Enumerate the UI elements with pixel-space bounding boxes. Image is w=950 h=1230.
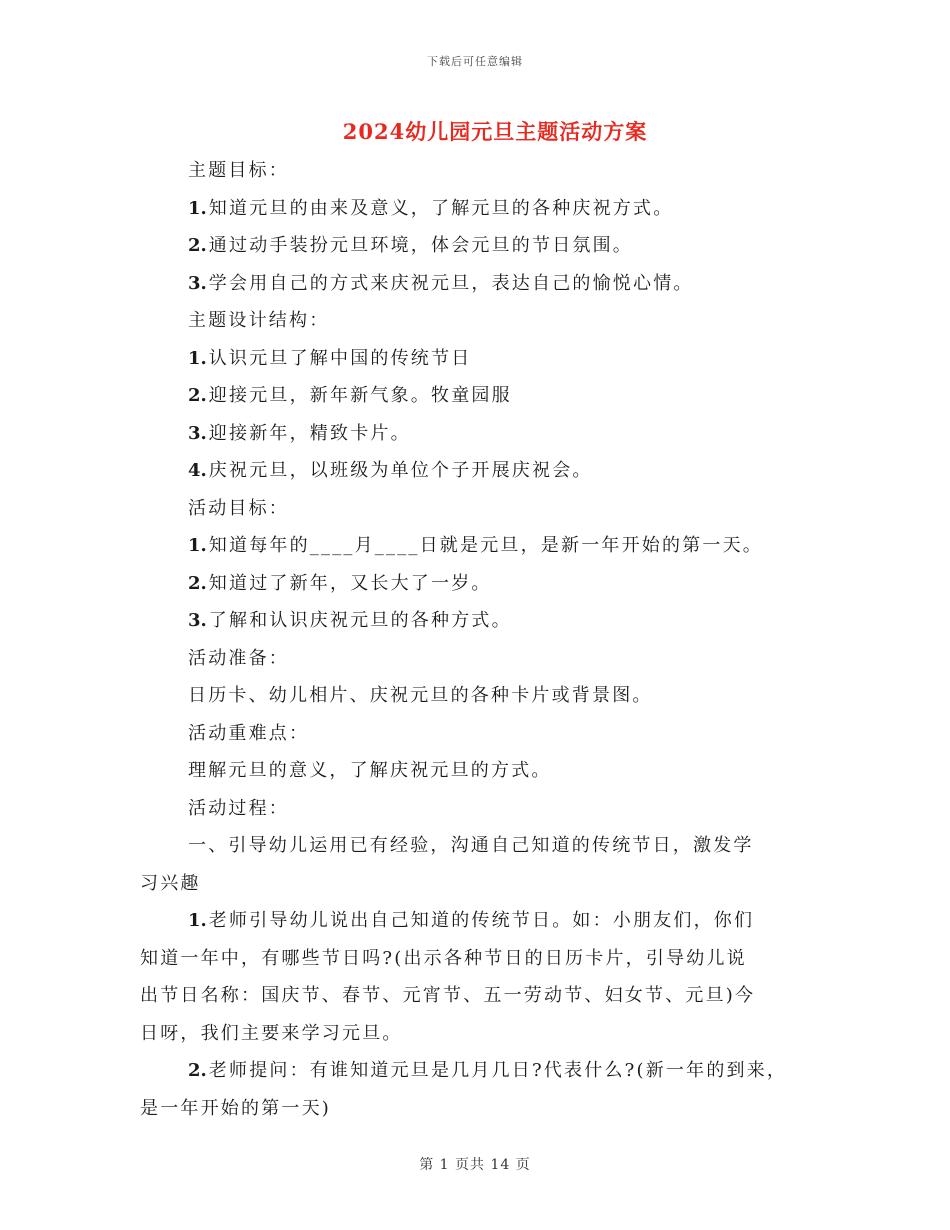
section-heading: 活动准备： [188, 647, 289, 669]
page-footer: 第 1 页共 14 页 [419, 1157, 531, 1173]
paragraph-item-1 [140, 902, 805, 1052]
paragraph-line: 1. 老师引导幼儿说出自己知道的传统节日。如：小朋友们，你们 [188, 910, 755, 931]
list-item: 3. 迎接新年，精致卡片。 [188, 422, 411, 444]
section-heading: 活动重难点： [188, 722, 310, 744]
list-item: 2. 通过动手装扮元旦环境，体会元旦的节日氛围。 [188, 235, 633, 256]
list-item: 1. 知道元旦的由来及意义，了解元旦的各种庆祝方式。 [188, 197, 674, 219]
paragraph-line: 2. 老师提问：有谁知道元旦是几月几日?代表什么?(新一年的到来， [188, 1060, 788, 1081]
paragraph-line: 一、引导幼儿运用已有经验，沟通自己知道的传统节日，激发学 [188, 835, 754, 856]
list-item: 3. 学会用自己的方式来庆祝元旦，表达自己的愉悦心情。 [188, 272, 694, 294]
body-text: 日历卡、幼儿相片、庆祝元旦的各种卡片或背景图。 [188, 685, 653, 706]
paragraph-step-one [140, 827, 805, 902]
list-item: 2. 迎接元旦，新年新气象。牧童园服 [188, 385, 512, 406]
list-item: 2. 知道过了新年，又长大了一岁。 [188, 572, 492, 594]
section-heading: 活动目标： [188, 497, 289, 519]
paragraph-line: 知道一年中，有哪些节日吗?(出示各种节日的日历卡片，引导幼儿说 [140, 947, 747, 969]
paragraph-line: 是一年开始的第一天) [140, 1097, 332, 1119]
section-heading: 主题设计结构： [188, 310, 330, 331]
list-item: 1. 知道每年的____月____日就是元旦，是新一年开始的第一天。 [188, 535, 763, 556]
section-heading: 活动过程： [188, 797, 289, 819]
paragraph-line: 出节日名称：国庆节、春节、元宵节、五一劳动节、妇女节、元旦)今 [140, 985, 756, 1006]
paragraph-line: 习兴趣 [140, 872, 201, 894]
list-item: 3. 了解和认识庆祝元旦的各种方式。 [188, 610, 512, 631]
document-title: 2024幼儿园元旦主题活动方案 [342, 119, 648, 144]
paragraph-line: 日呀，我们主要来学习元旦。 [140, 1022, 403, 1044]
document-body [140, 152, 820, 1127]
section-heading: 主题目标： [188, 160, 289, 181]
list-item: 1. 认识元旦了解中国的传统节日 [188, 347, 472, 369]
list-item: 4. 庆祝元旦，以班级为单位个子开展庆祝会。 [188, 460, 593, 481]
paragraph-item-2 [140, 1052, 805, 1127]
body-text: 理解元旦的意义，了解庆祝元旦的方式。 [188, 760, 552, 781]
header-note: 下载后可任意编辑 [427, 55, 523, 68]
